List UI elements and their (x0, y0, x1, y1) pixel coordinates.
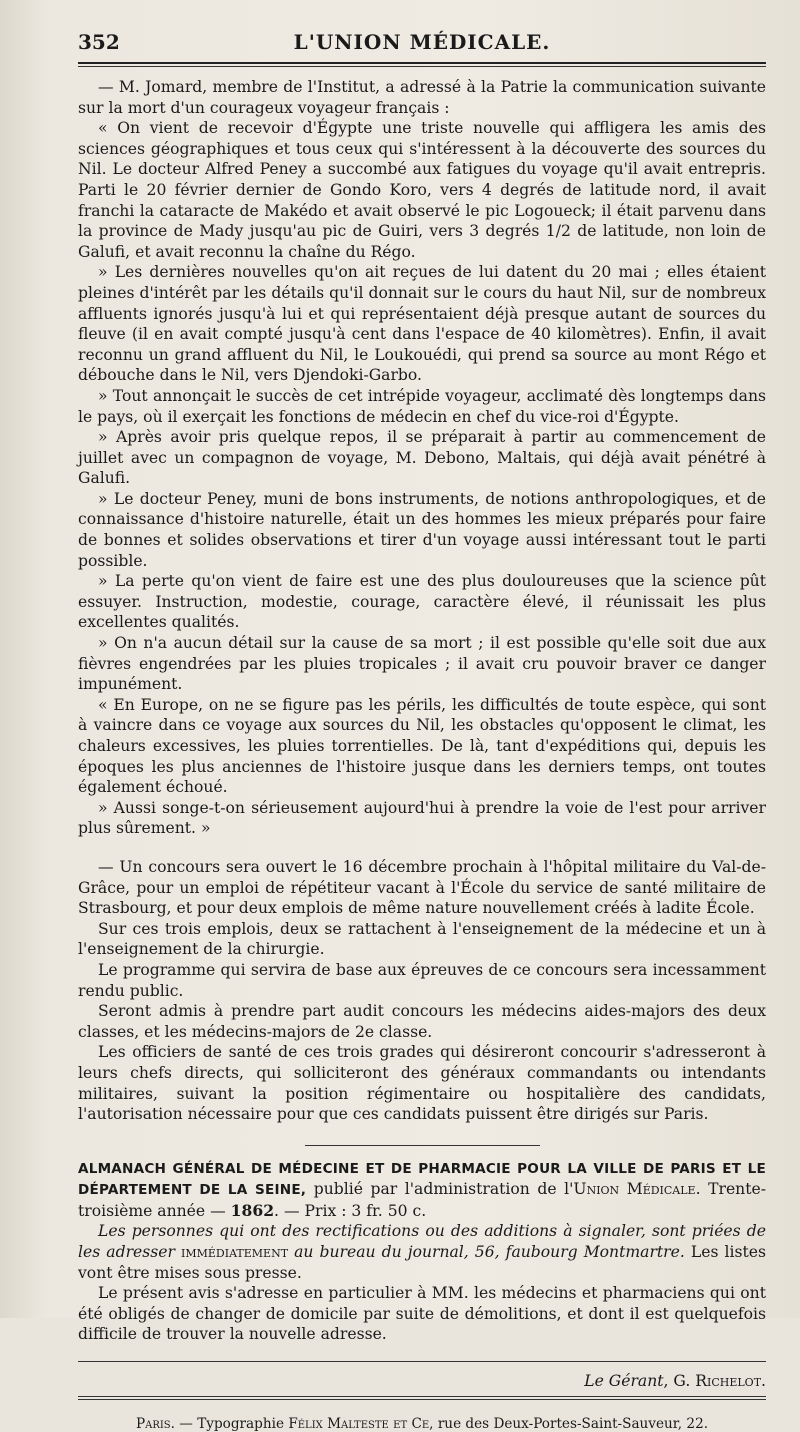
footer-rule (78, 1396, 766, 1397)
notice-part3: Les listes vont être mises sous presse. (78, 1243, 767, 1282)
signature-name: , G. Richelot. (663, 1372, 766, 1391)
notice-part2: au bureau du journal, 56, faubourg Montmartre. (288, 1243, 685, 1262)
jomard-paragraph: » On n'a aucun détail sur la cause de sa mort ; il est possible qu'elle soit due aux fièvres engendrées par les pluies tropicales ; il avait cru pouvoir braver ce danger impunément. (78, 634, 766, 694)
almanach-year: 1862 (230, 1200, 275, 1220)
header-rule (78, 62, 766, 64)
notice-part1: Les personnes qui ont des rectifications ou des additions à signaler, sont priées de les adresser (78, 1222, 766, 1262)
concours-paragraph: Sur ces trois emplois, deux se rattachent à l'enseignement de la médecine et un à l'enseignement de la chirurgie. (78, 919, 766, 959)
journal-title: L'UNION MÉDICALE. (293, 30, 551, 54)
almanach-heading (78, 1158, 766, 1222)
concours-paragraph: — Un concours sera ouvert le 16 décembre prochain à l'hôpital militaire du Val-de-Grâce, pour un emploi de répétiteur vacant à l'École du service de santé militaire de Strasbourg, et pour deux emplois de même nature nouvellement créés à ladite École. (78, 857, 766, 918)
concours-paragraph: Seront admis à prendre part audit concours les médecins aides-majors des deux classes, et les médecins-majors de 2e classe. (78, 1002, 766, 1041)
almanach-address-notice: Le présent avis s'adresse en particulier à MM. les médecins et pharmaciens qui ont été obligés de changer de domicile par suite de démolitions, et dont il est quelquefois difficile de trouver la nouvelle adresse. (78, 1284, 766, 1344)
header-rule-thin (78, 66, 766, 67)
imprint-city: Paris (135, 1416, 171, 1432)
jomard-paragraph: » Tout annonçait le succès de cet intrépide voyageur, acclimaté dès longtemps dans le pays, où il exerçait les fonctions de médecin en chef du vice-roi d'Égypte. (78, 386, 766, 426)
signature (78, 1372, 766, 1390)
almanach-published-by: publié par l'administration de l' (306, 1180, 574, 1199)
almanach-price: . — Prix : 3 fr. 50 c. (274, 1201, 427, 1220)
imprint-text-b: , rue des Deux-Portes-Saint-Sauveur, 22. (429, 1416, 709, 1432)
almanach-notice (78, 1158, 766, 1345)
footer-rule-second (78, 1399, 766, 1400)
almanach-rectification-notice (78, 1221, 766, 1283)
jomard-paragraph: » La perte qu'on vient de faire est une des plus douloureuses que la science pût essuyer. Instruction, modestie, courage, caractère élevé, il réunissait les plus excellentes qualités. (78, 572, 766, 632)
concours-paragraph: Le programme qui servira de base aux épreuves de ce concours sera incessamment rendu public. (78, 960, 766, 1000)
almanach-union-name: Union Médicale (573, 1180, 696, 1199)
printer-imprint (78, 1416, 766, 1432)
concours-article (78, 857, 766, 1125)
section-divider (305, 1145, 540, 1146)
almanach-title: ALMANACH GÉNÉRAL DE MÉDECINE ET DE PHARMACIE POUR LA VILLE DE PARIS ET LE DÉPARTEMENT DE LA SEINE, (78, 1160, 766, 1199)
jomard-intro: — M. Jomard, membre de l'Institut, a adressé à la Patrie la communication suivante sur la mort d'un courageux voyageur français : (78, 78, 766, 117)
jomard-paragraph: » Aussi songe-t-on sérieusement aujourd'hui à prendre la voie de l'est pour arriver plus sûrement. » (78, 798, 766, 838)
signature-role: Le Gérant (584, 1372, 664, 1391)
jomard-paragraph: « On vient de recevoir d'Égypte une triste nouvelle qui affligera les amis des sciences géographiques et tous ceux qui s'intéressent à la découverte des sources du Nil. Le docteur Alfred Peney a succombé aux fatigues du voyage qu'il avait entrepris. Parti le 20 février dernier de Gondo Koro, vers 4 degrés de latitude nord, il avait franchi la cataracte de Makédo et avait observé le pic Logoueck; il était parvenu dans la province de Mady jusqu'au pic de Guiri, vers 3 degrés 1/2 de latitude, non loin de Galufi, et avait reconnu la chaîne du Régo. (78, 119, 766, 261)
imprint-printer: Félix Malteste et Ce (288, 1416, 430, 1432)
page-number: 352 (78, 30, 120, 54)
imprint-text-a: . — Typographie (170, 1416, 289, 1432)
signature-rule (78, 1361, 766, 1362)
jomard-paragraph: » Le docteur Peney, muni de bons instruments, de notions anthropologiques, et de connaissance d'histoire naturelle, était un des hommes les mieux préparés pour faire de bonnes et solides observations et tirer d'un voyage aussi intéressant tout le parti possible. (78, 489, 766, 570)
concours-paragraph: Les officiers de santé de ces trois grades qui désireront concourir s'adresseront à leurs chefs directs, qui solliciteront des généraux commandants ou intendants militaires, suivant la position régimentaire ou hospitalière des candidats, l'autorisation nécessaire pour que ces candidats puissent être dirigés sur Paris. (78, 1043, 766, 1124)
page-header (78, 26, 766, 56)
jomard-article (78, 77, 766, 839)
notice-immediately: immédiatement (181, 1243, 289, 1262)
jomard-paragraph: » Les dernières nouvelles qu'on ait reçues de lui datent du 20 mai ; elles étaient pleines d'intérêt par les détails qu'il donnait sur le cours du haut Nil, sur de nombreux affluents ignorés jusqu'à lui et qui représentaient déjà presque autant de sources du fleuve (il en avait compté jusqu'à cent dans l'espace de 40 kilomètres). Enfin, il avait reconnu un grand affluent du Nil, le Loukouédi, qui prend sa source au mont Régo et débouche dans le Nil, vers Djendoki-Garbo. (78, 263, 766, 385)
jomard-paragraph: « En Europe, on ne se figure pas les périls, les difficultés de toute espèce, qui sont à vaincre dans ce voyage aux sources du Nil, les obstacles qu'opposent le climat, les chaleurs excessives, les pluies torrentielles. De là, tant d'expéditions qui, depuis les époques les plus anciennes de l'histoire jusque dans les derniers temps, ont toutes également échoué. (78, 695, 766, 797)
jomard-paragraph: » Après avoir pris quelque repos, il se préparait à partir au commencement de juillet avec un compagnon de voyage, M. Debono, Maltais, qui déjà avait pénétré à Galufi. (78, 428, 766, 488)
almanach-edition: . Trente-troisième année — (78, 1180, 766, 1220)
